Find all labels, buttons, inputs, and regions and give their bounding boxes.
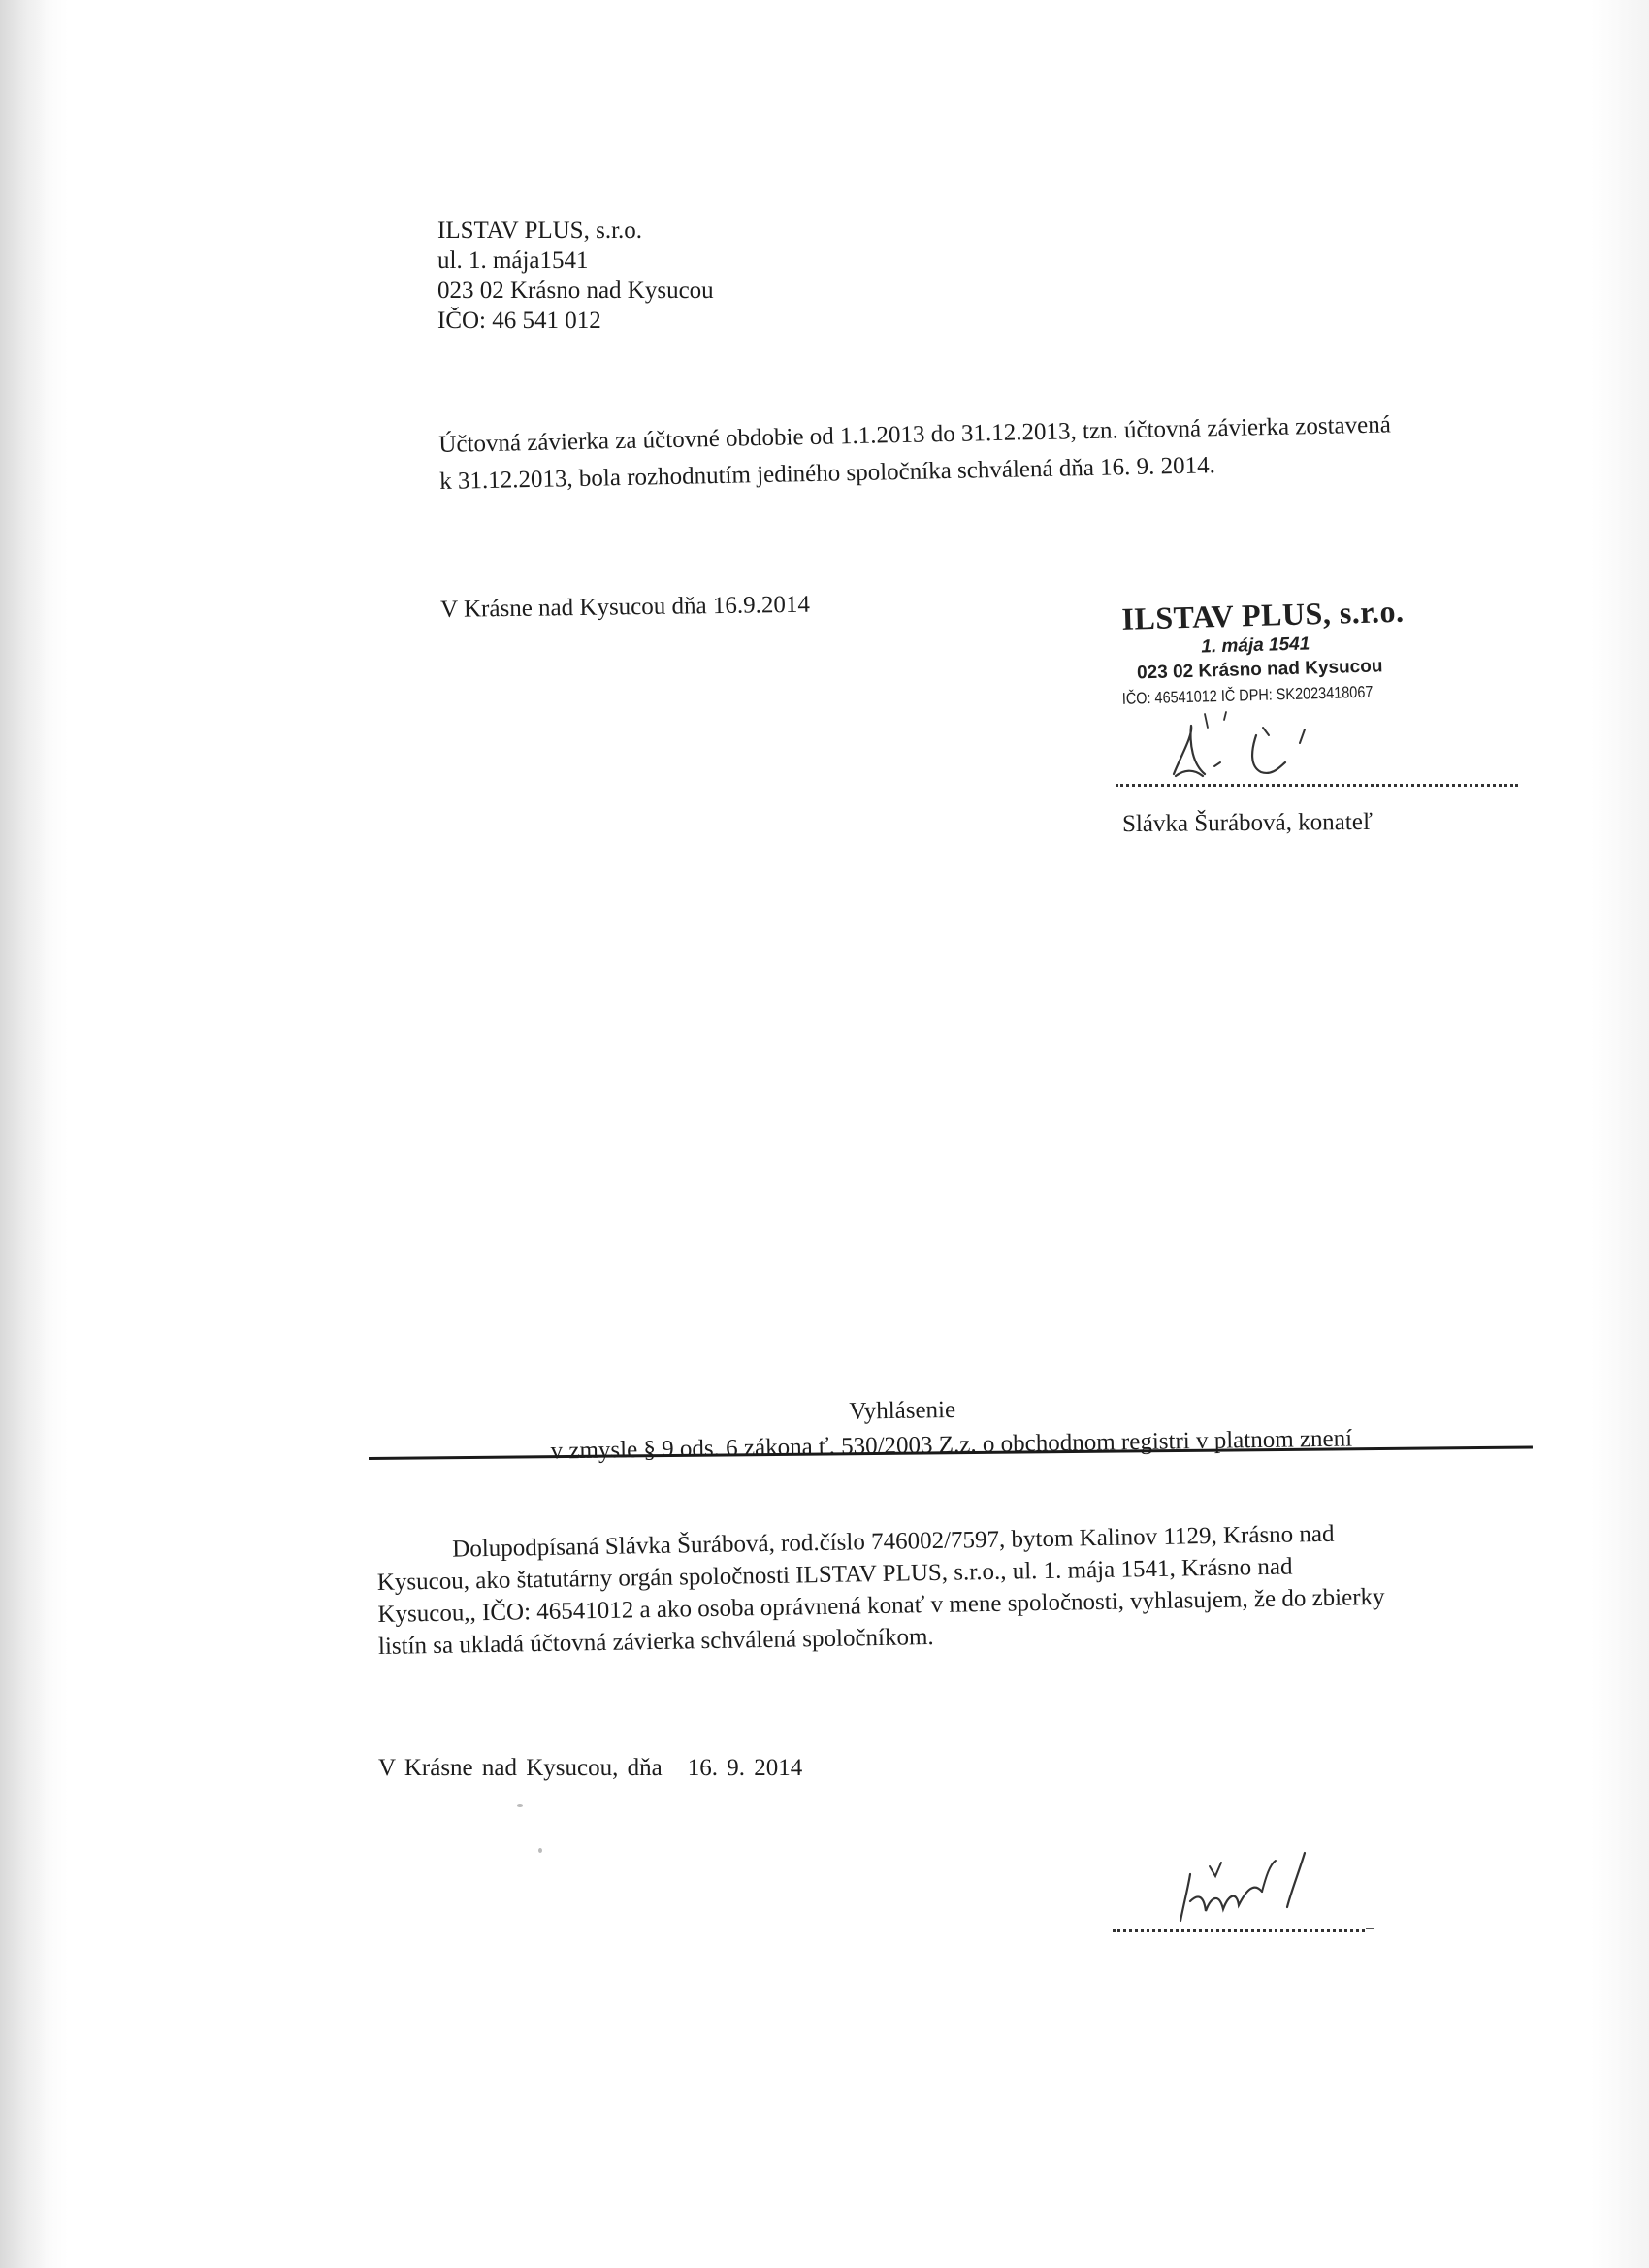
declaration-line: Kysucou, ako štatutárny orgán spoločnosti ILSTAV PLUS, s.r.o., ul. 1. mája 1541, Krásno nad: [376, 1553, 1293, 1596]
declaration-subtitle: v zmysle § 9 ods. 6 zákona ť. 530/2003 Z.z. o obchodnom registri v platnom znení: [550, 1425, 1353, 1465]
stamp-city: 023 02 Krásno nad Kysucou: [1136, 656, 1383, 684]
place-and-date-2: [378, 1756, 802, 1780]
company-city: 023 02 Krásno nad Kysucou: [437, 277, 714, 304]
scan-mark: [517, 1804, 523, 1807]
signature-line-2: [1113, 1929, 1365, 1932]
signature-line-2-tail: [1366, 1928, 1374, 1929]
handwritten-signature: [1154, 706, 1339, 794]
declaration-title: Vyhlásenie: [849, 1396, 956, 1425]
stamp-company-name: ILSTAV PLUS, s.r.o.: [1120, 593, 1405, 636]
company-ico: IČO: 46 541 012: [437, 308, 601, 334]
company-stamp: [1116, 593, 1417, 709]
declaration-line: Kysucou,, IČO: 46541012 a ako osoba oprávnená konať v mene spoločnosti, vyhlasujem, že do zbierky: [377, 1583, 1385, 1628]
declaration-heading: [369, 1384, 1534, 1473]
stamp-ids: IČO: 46541012 IČ DPH: SK2023418067: [1121, 682, 1374, 708]
date-2: 16. 9. 2014: [687, 1755, 803, 1781]
company-street: ul. 1. mája1541: [437, 247, 589, 274]
approval-paragraph: [438, 406, 1392, 501]
company-header: [437, 215, 714, 336]
signature-line: [1116, 784, 1518, 787]
stamp-street: 1. mája 1541: [1201, 633, 1310, 658]
company-name: ILSTAV PLUS, s.r.o.: [437, 217, 643, 243]
declaration-line: listín sa ukladá účtovná závierka schválená spoločníkom.: [377, 1623, 934, 1660]
place-and-date: V Krásne nad Kysucou dňa 16.9.2014: [439, 591, 811, 623]
place-2: V Krásne nad Kysucou, dňa: [378, 1755, 663, 1781]
declaration-body: [376, 1517, 1385, 1663]
handwritten-signature-2: [1169, 1833, 1392, 1940]
approval-line-1: Účtovná závierka za účtovné obdobie od 1.1.2013 do 31.12.2013, tzn. účtovná závierka zostavená: [438, 411, 1392, 458]
approval-line-2: k 31.12.2013, bola rozhodnutím jediného spoločníka schválená dňa 16. 9. 2014.: [438, 452, 1216, 495]
scan-shadow: [0, 0, 47, 2268]
declaration-line: Dolupodpísaná Slávka Šurábová, rod.číslo 746002/7597, bytom Kalinov 1129, Krásno nad: [452, 1520, 1335, 1563]
scan-mark: [538, 1848, 542, 1853]
signer-name: Slávka Šurábová, konateľ: [1121, 808, 1374, 838]
